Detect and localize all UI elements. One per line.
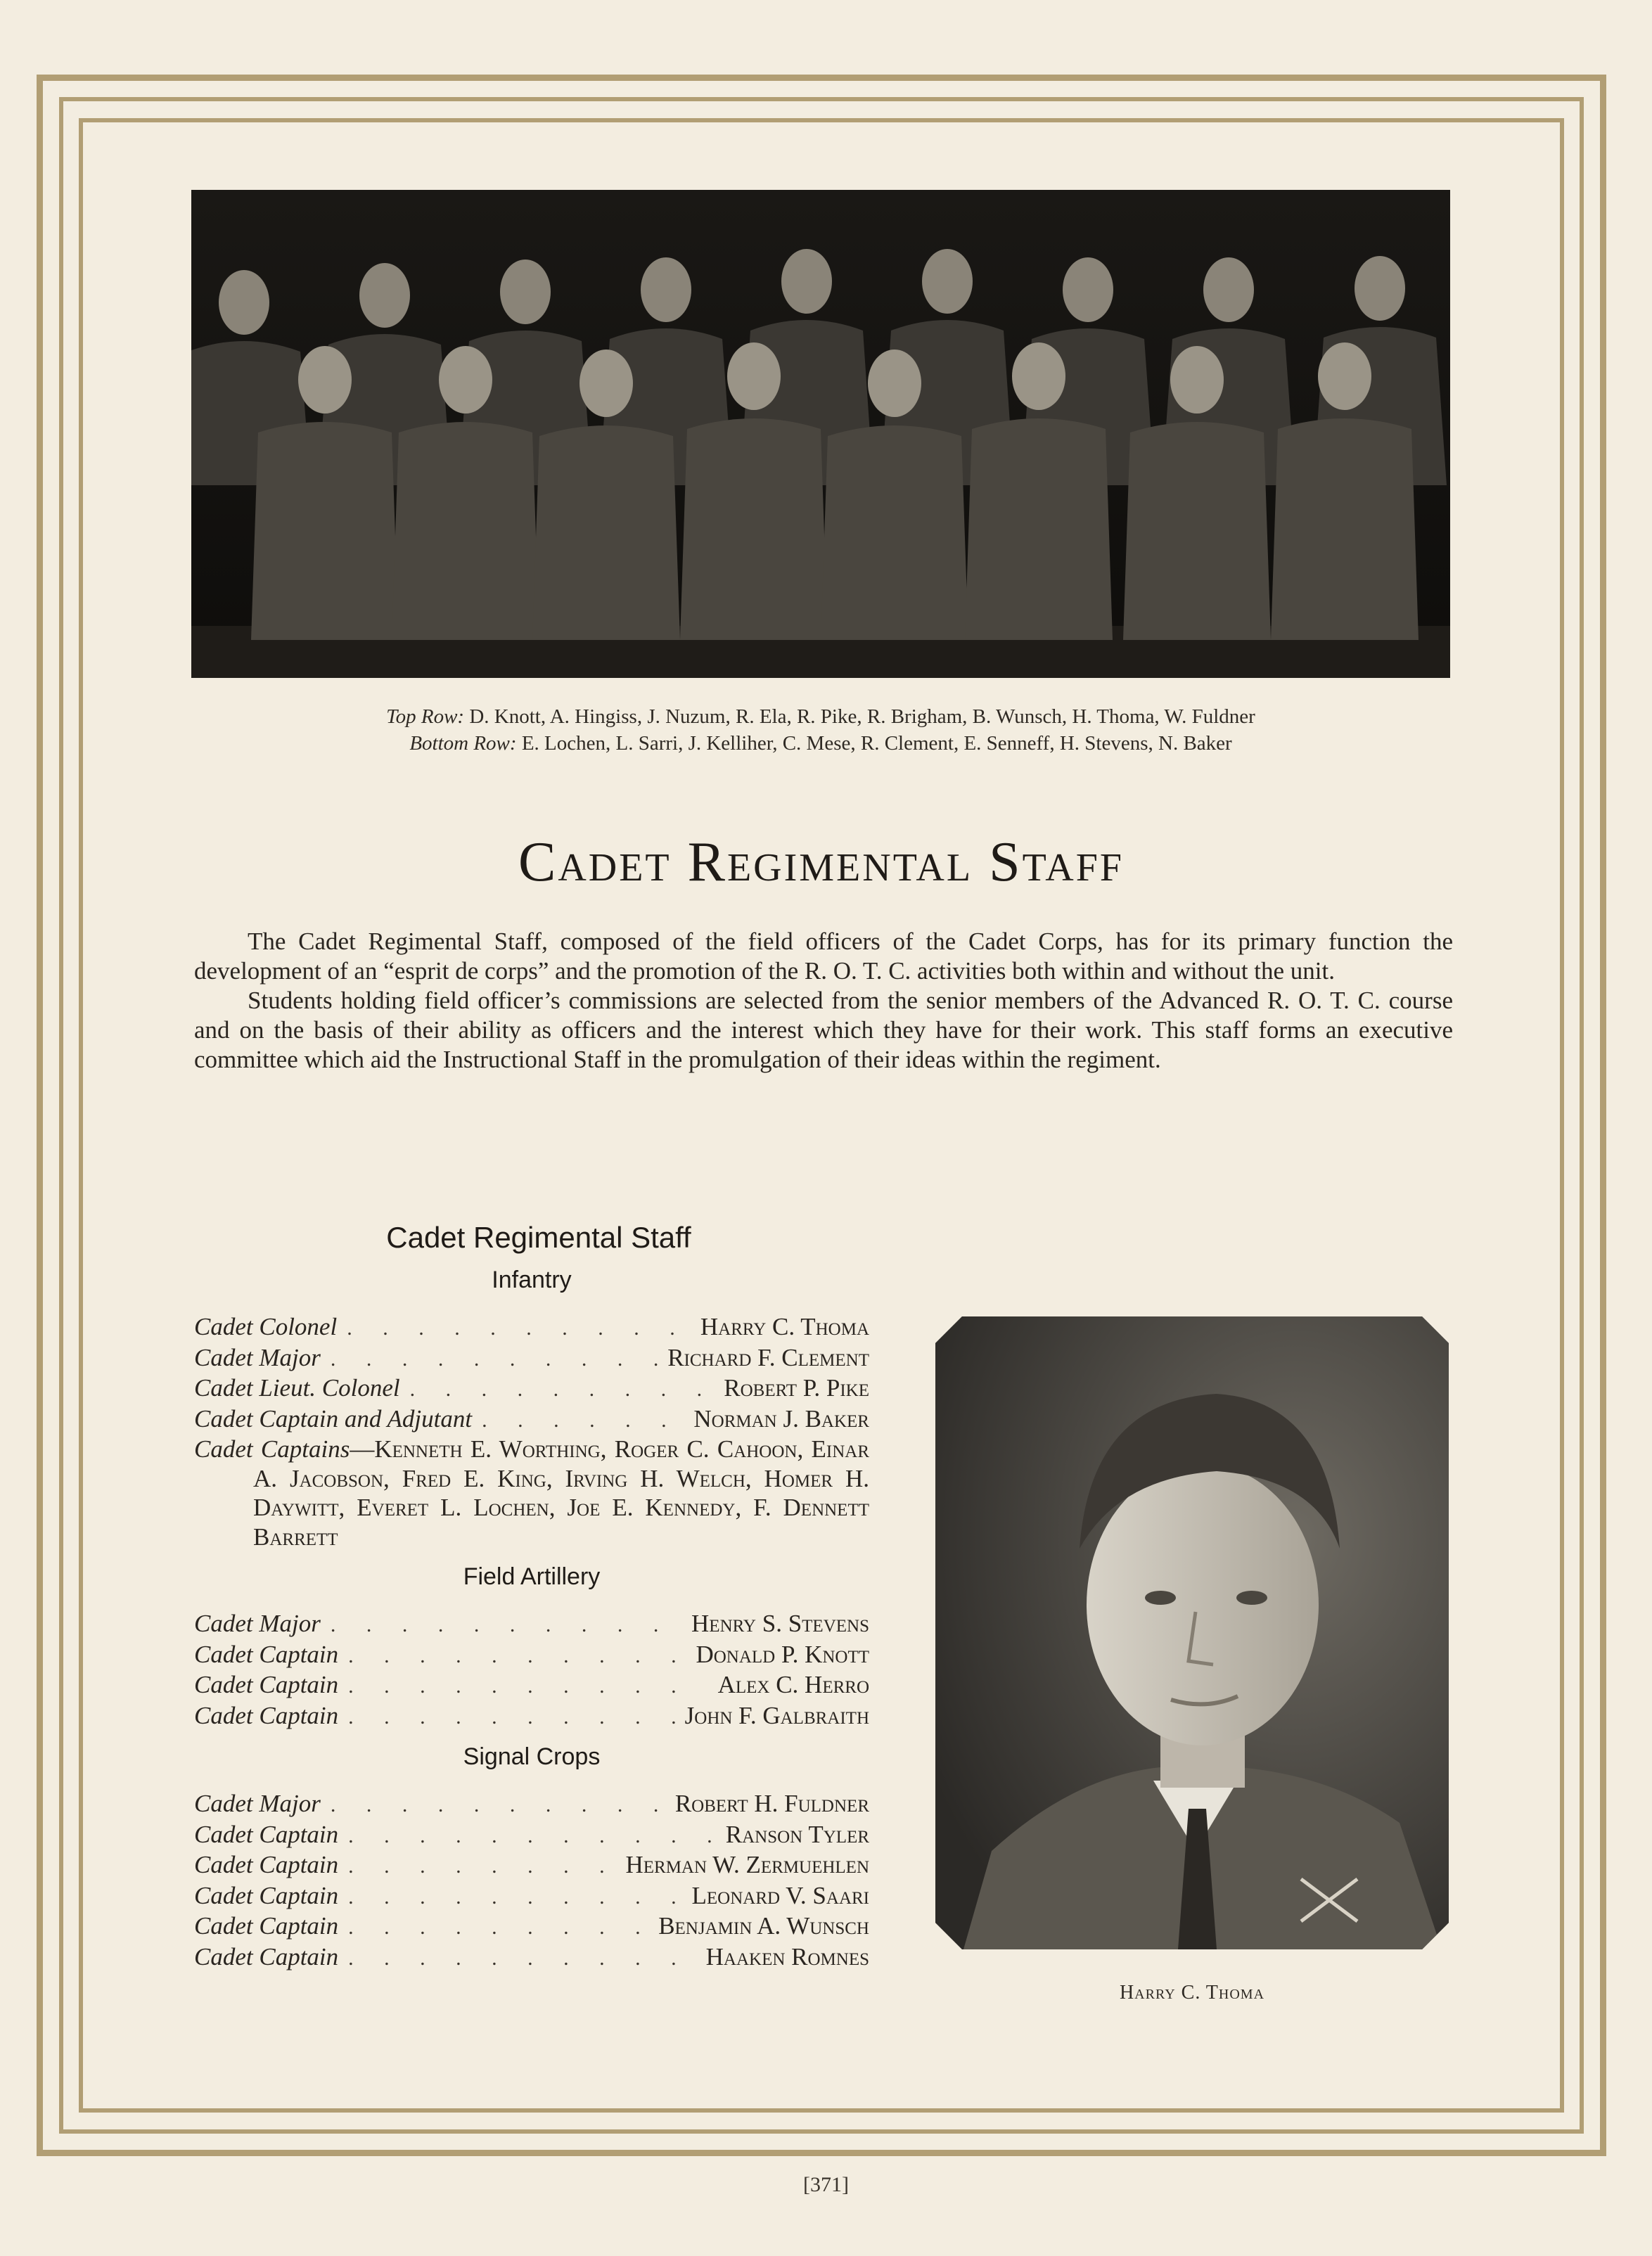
caption-bottom-row [191, 730, 1450, 757]
dot-leader [348, 1913, 648, 1942]
page-number: [371] [803, 2173, 849, 2196]
roster-row [194, 1789, 869, 1820]
rank-label: Cadet Colonel [194, 1313, 338, 1340]
captains-names: —Kenneth E. Worthing, Roger C. Cahoon, Einar A. Jacobson, Fred E. King, Irving H. Welch, Homer H. Daywitt, Everet L. Lochen, Joe E. Kennedy, F. Dennett Barrett [253, 1435, 869, 1551]
caption-top-row [191, 703, 1450, 730]
rank-label: Cadet Captain [194, 1640, 339, 1668]
dot-leader [348, 1672, 707, 1701]
page-title: Cadet Regimental Staff [518, 831, 1125, 893]
caption-bottom-label: Bottom Row: [409, 732, 517, 755]
roster-row [194, 1701, 869, 1732]
officer-name: Harry C. Thoma [700, 1313, 869, 1340]
signal-corps-title: Signal Crops [463, 1743, 601, 1770]
group-photo [191, 190, 1450, 678]
roster-row [194, 1343, 869, 1374]
rank-label: Cadet Captain [194, 1671, 339, 1698]
signal-corps-list [194, 1789, 869, 1973]
officer-name: Herman W. Zermuehlen [625, 1851, 869, 1878]
officer-name: Haaken Romnes [705, 1942, 869, 1970]
rank-label: Cadet Captain [194, 1912, 339, 1940]
roster-row [194, 1820, 869, 1851]
dot-leader [482, 1406, 684, 1435]
caption-top-names: D. Knott, A. Hingiss, J. Nuzum, R. Ela, R. Pike, R. Brigham, B. Wunsch, H. Thoma, W. Fuldner [469, 705, 1255, 728]
dot-leader [348, 1944, 696, 1973]
dot-leader [348, 1883, 681, 1912]
field-artillery-list [194, 1609, 869, 1731]
caption-top-label: Top Row: [386, 705, 465, 728]
dot-leader [331, 1610, 681, 1640]
group-photo-caption [191, 703, 1450, 757]
roster-row [194, 1640, 869, 1671]
officer-name: John F. Galbraith [684, 1701, 869, 1729]
rank-label: Cadet Captain [194, 1701, 339, 1729]
dot-leader [348, 1641, 686, 1671]
caption-bottom-names: E. Lochen, L. Sarri, J. Kelliher, C. Mese, R. Clement, E. Senneff, H. Stevens, N. Baker [521, 732, 1232, 755]
infantry-title: Infantry [492, 1267, 572, 1293]
rank-label: Cadet Captain [194, 1942, 339, 1970]
dot-leader [348, 1852, 615, 1881]
captains-rank-label: Cadet Captains [194, 1435, 350, 1463]
officer-name: Robert H. Fuldner [674, 1790, 869, 1817]
roster-row [194, 1942, 869, 1973]
officer-name: Donald P. Knott [696, 1640, 869, 1668]
officer-name: Norman J. Baker [693, 1404, 869, 1433]
rank-label: Cadet Captain and Adjutant [194, 1404, 473, 1433]
intro-text [194, 927, 1453, 1075]
dot-leader [348, 1703, 674, 1732]
dot-leader [348, 1821, 716, 1851]
rank-label: Cadet Major [194, 1610, 321, 1637]
rank-label: Cadet Major [194, 1343, 321, 1371]
dot-leader [410, 1375, 715, 1404]
dot-leader [331, 1345, 658, 1374]
rank-label: Cadet Captain [194, 1820, 339, 1848]
portrait-photo [935, 1316, 1449, 1949]
roster-row [194, 1609, 869, 1640]
staff-roster [194, 1217, 869, 1973]
portrait-image [935, 1316, 1449, 1949]
roster-row [194, 1881, 869, 1912]
portrait-caption: Harry C. Thoma [1119, 1982, 1265, 2004]
rank-label: Cadet Lieut. Colonel [194, 1374, 400, 1402]
infantry-captains [194, 1435, 869, 1551]
officer-name: Alex C. Herro [717, 1671, 869, 1698]
rank-label: Cadet Captain [194, 1881, 339, 1909]
rank-label: Cadet Major [194, 1790, 321, 1817]
officer-name: Robert P. Pike [724, 1374, 869, 1402]
officer-name: Richard F. Clement [667, 1343, 869, 1371]
intro-paragraph-2: Students holding field officer’s commissions are selected from the senior members of the Advanced R. O. T. C. course and on the basis of their ability as officers and the interest which they have for their work. This staff forms an executive committee which aid the Instructional Staff in the promulgation of their ideas within the regiment. [194, 987, 1453, 1073]
officer-name: Henry S. Stevens [691, 1610, 869, 1637]
intro-paragraph-1: The Cadet Regimental Staff, composed of the field officers of the Cadet Corps, has for its primary function the development of an “esprit de corps” and the promotion of the R. O. T. C. activities both within and without the unit. [194, 928, 1453, 985]
officer-name: Leonard V. Saari [691, 1881, 869, 1909]
dot-leader [331, 1790, 665, 1820]
roster-row [194, 1404, 869, 1435]
roster-title: Cadet Regimental Staff [386, 1221, 691, 1254]
officer-name: Ranson Tyler [725, 1820, 869, 1848]
rank-label: Cadet Captain [194, 1851, 339, 1878]
dot-leader [347, 1314, 691, 1343]
infantry-list [194, 1312, 869, 1551]
roster-row [194, 1312, 869, 1343]
field-artillery-title: Field Artillery [463, 1563, 601, 1590]
roster-row [194, 1911, 869, 1942]
officer-name: Benjamin A. Wunsch [658, 1912, 869, 1940]
roster-row [194, 1373, 869, 1404]
group-photo-image [191, 190, 1450, 678]
roster-row [194, 1670, 869, 1701]
roster-row [194, 1850, 869, 1881]
